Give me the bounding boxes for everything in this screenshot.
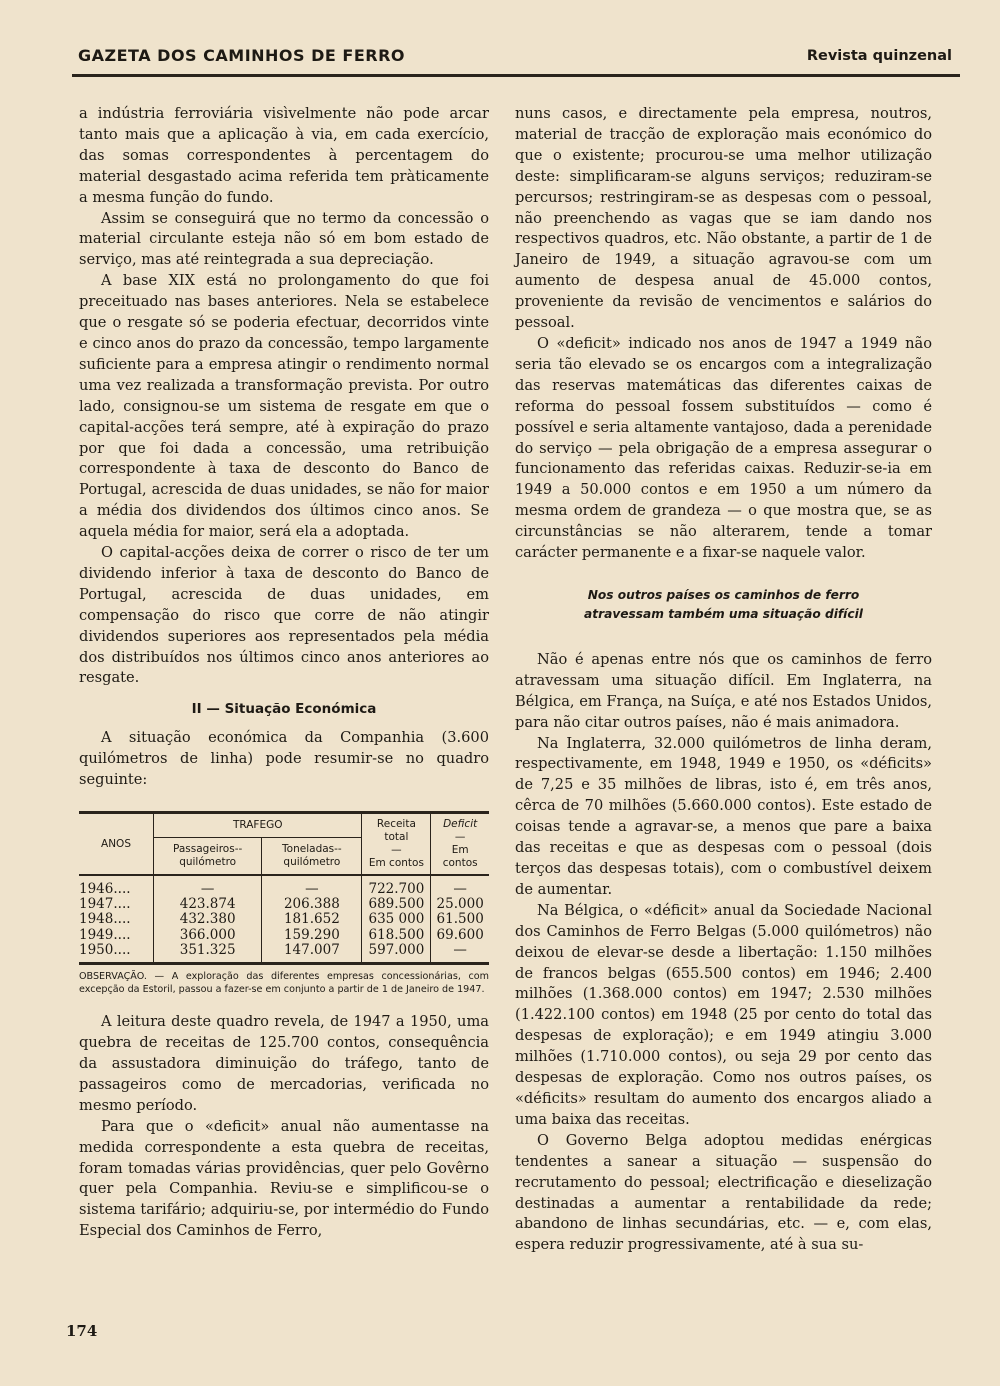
page-number: 174	[66, 1322, 98, 1340]
cell-receita: 689.500	[362, 897, 431, 912]
table-row	[79, 875, 489, 897]
journal-subtitle: Revista quinzenal	[806, 48, 952, 64]
receita-label: Receita total	[376, 818, 416, 843]
cell-passageiros: —	[154, 875, 262, 897]
cell-receita: 618.500	[362, 928, 431, 943]
cell-ano: 1950....	[79, 941, 131, 958]
cell-receita: 722.700	[362, 875, 431, 897]
paragraph: A base XIX está no prolongamento do que foi preceituado nas bases anteriores. Nela se estabelece que o resgate só se poderia efectuar, decorridos vinte e cinco anos do prazo da concessão, tempo largamente suficiente para a empresa atingir o rendimento normal uma vez realizada a transformação prevista. Por outro lado, consignou-se um sistema de resgate em que o capital-acções terá sempre, até à expiração do prazo por que foi dada a concessão, uma retribuição correspondente à taxa de desconto do Banco de Portugal, acrescida de duas unidades, se não for maior a média dos dividendos dos últimos cinco anos. Se aquela média for maior, será ela a adoptada.	[79, 272, 489, 541]
paragraph: Para que o «deficit» anual não aumentasse na medida correspondente a esta quebra de receitas, foram tomadas várias providências, quer pelo Govêrno quer pela Companhia. Reviu-se e simplificou-se o sistema tarifário; adquiriu-se, por intermédio do Fundo Especial dos Caminhos de Ferro,	[79, 1117, 489, 1240]
cell-ano: 1948....	[79, 911, 131, 928]
deficit-dash: —	[454, 831, 466, 843]
cell-deficit: 61.500	[431, 912, 489, 927]
cell-passageiros: 351.325	[154, 943, 262, 964]
cell-ano: 1949....	[79, 926, 131, 943]
section-title: II — Situação Económica	[191, 701, 377, 718]
subheading-line-1: Nos outros países os caminhos de ferro	[587, 587, 860, 602]
paragraph: a indústria ferroviária visìvelmente não pode arcar tanto mais que a aplicação à via, em cada exercício, das somas correspondentes à percentagem do material desgastado acima referida tem pràticamente a mesma função do fundo.	[79, 105, 489, 206]
cell-passageiros: 432.380	[154, 912, 262, 927]
table-header-deficit	[431, 813, 489, 876]
cell-ano: 1947....	[79, 896, 131, 913]
table-row	[79, 912, 489, 927]
cell-passageiros: 423.874	[154, 897, 262, 912]
table-header-receita	[362, 813, 431, 876]
cell-toneladas: —	[262, 875, 362, 897]
cell-deficit: —	[431, 875, 489, 897]
table-header-passageiros: Passageiros--quilómetro	[154, 837, 262, 875]
economic-table	[79, 811, 489, 965]
paragraph: Assim se conseguirá que no termo da concessão o material circulante esteja não só em bom estado de serviço, mas até reintegrada a sua depreciação.	[79, 209, 489, 269]
paragraph: O «deficit» indicado nos anos de 1947 a 1949 não seria tão elevado se os encargos com a integralização das reservas matemáticas das diferentes caixas de reforma do pessoal fossem substituídos — como é possível e seria altamente vantajoso, dada a perenidade do serviço — pela obrigação de a empresa assegurar o funcionamento das referidas caixas. Reduzir-se-ia em 1949 a 50.000 contos e em 1950 a um número da mesma ordem de grandeza — o que mostra que, se as circunstâncias se não alterarem, tende a tomar carácter permanente e a fixar-se naquele valor.	[515, 334, 932, 562]
table-header-toneladas: Toneladas--quilómetro	[262, 837, 362, 875]
right-column	[515, 104, 932, 1256]
table-header-trafego: TRAFEGO	[154, 813, 362, 838]
cell-toneladas: 206.388	[262, 897, 362, 912]
paragraph: Na Bélgica, o «déficit» anual da Sociedade Nacional dos Caminhos de Ferro Belgas (5.000 quilómetros) não deixou de elevar-se desde a libertação: 1.150 milhões de francos belgas (655.500 contos) em 1946; 2.400 milhões (1.368.000 contos) em 1947; 2.530 milhões (1.422.100 contos) em 1948 (25 por cento do total das despesas de exploração); e em 1949 atingiu 3.000 milhões (1.710.000 contos), ou seja 29 por cento das despesas de exploração. Como nos outros países, os «déficits» resultam do aumento dos encargos aliado a uma baixa das receitas.	[515, 901, 932, 1128]
cell-ano: 1946....	[79, 881, 131, 897]
paragraph: O capital-acções deixa de correr o risco de ter um dividendo inferior à taxa de desconto do Banco de Portugal, acrescida de duas unidades, em compensação do risco que corre de não atingir dividendos superiores aos representados pela média dos distribuídos nos últimos cinco anos anteriores ao resgate.	[79, 544, 489, 687]
header-rule	[72, 74, 960, 77]
cell-toneladas: 159.290	[262, 928, 362, 943]
left-column	[79, 104, 489, 1242]
cell-toneladas: 147.007	[262, 943, 362, 964]
subheading-line-2: atravessam também uma situação difícil	[584, 606, 863, 621]
cell-receita: 597.000	[362, 943, 431, 964]
paragraph: A leitura deste quadro revela, de 1947 a 1950, uma quebra de receitas de 125.700 contos, consequência da assustadora diminuição do tráfego, tanto de passageiros como de mercadorias, verificada no mesmo período.	[79, 1013, 489, 1114]
receita-unit: Em contos	[368, 857, 424, 869]
section-subheading	[515, 586, 932, 624]
deficit-unit: Em contos	[442, 844, 478, 869]
journal-title: GAZETA DOS CAMINHOS DE FERRO	[78, 46, 406, 65]
receita-dash: —	[391, 844, 402, 856]
cell-deficit: —	[431, 943, 489, 964]
table-row	[79, 943, 489, 964]
cell-deficit: 69.600	[431, 928, 489, 943]
table-header-anos: ANOS	[79, 813, 154, 876]
cell-toneladas: 181.652	[262, 912, 362, 927]
paragraph: Não é apenas entre nós que os caminhos de ferro atravessam uma situação difícil. Em Inglaterra, na Bélgica, em França, na Suíça, e até nos Estados Unidos, para não citar outros países, não é mais animadora.	[515, 650, 932, 731]
table-row	[79, 897, 489, 912]
table-row	[79, 928, 489, 943]
paragraph: O Governo Belga adoptou medidas enérgicas tendentes a sanear a situação — suspensão do recrutamento do pessoal; electrificação e dieselização destinadas a aumentar a rentabilidade da rede; abandono de linhas secundárias, etc. — e, com elas, espera reduzir progressivamente, até à sua su-	[515, 1131, 932, 1254]
deficit-label: Deficit	[443, 818, 478, 830]
paragraph: Na Inglaterra, 32.000 quilómetros de linha deram, respectivamente, em 1948, 1949 e 1950, os «déficits» de 7,25 e 35 milhões de libras, isto é, em três anos, cêrca de 70 milhões (5.660.000 contos). Este estado de coisas tende a agravar-se, a menos que pare a baixa das receitas e que as despesas com o pessoal (dois terços das despesas totais), com o combustível deixem de aumentar.	[515, 734, 932, 898]
paragraph: A situação económica da Companhia (3.600 quilómetros de linha) pode resumir-se no quadro seguinte:	[79, 729, 489, 789]
table-note: OBSERVAÇÃO. — A exploração das diferentes empresas concessionárias, com excepção da Estoril, passou a fazer-se em conjunto a partir de 1 de Janeiro de 1947.	[79, 971, 489, 995]
paragraph: nuns casos, e directamente pela empresa, noutros, material de tracção de exploração mais económico do que o existente; procurou-se uma melhor utilização deste: simplificaram-se alguns serviços; reduziram-se percursos; restringiram-se as despesas com o pessoal, não preenchendo as vagas que se iam dando nos respectivos quadros, etc. Não obstante, a partir de 1 de Janeiro de 1949, a situação agravou-se com um aumento de despesa anual de 45.000 contos, proveniente da revisão de vencimentos e salários do pessoal.	[515, 105, 932, 332]
cell-passageiros: 366.000	[154, 928, 262, 943]
cell-receita: 635 000	[362, 912, 431, 927]
cell-deficit: 25.000	[431, 897, 489, 912]
